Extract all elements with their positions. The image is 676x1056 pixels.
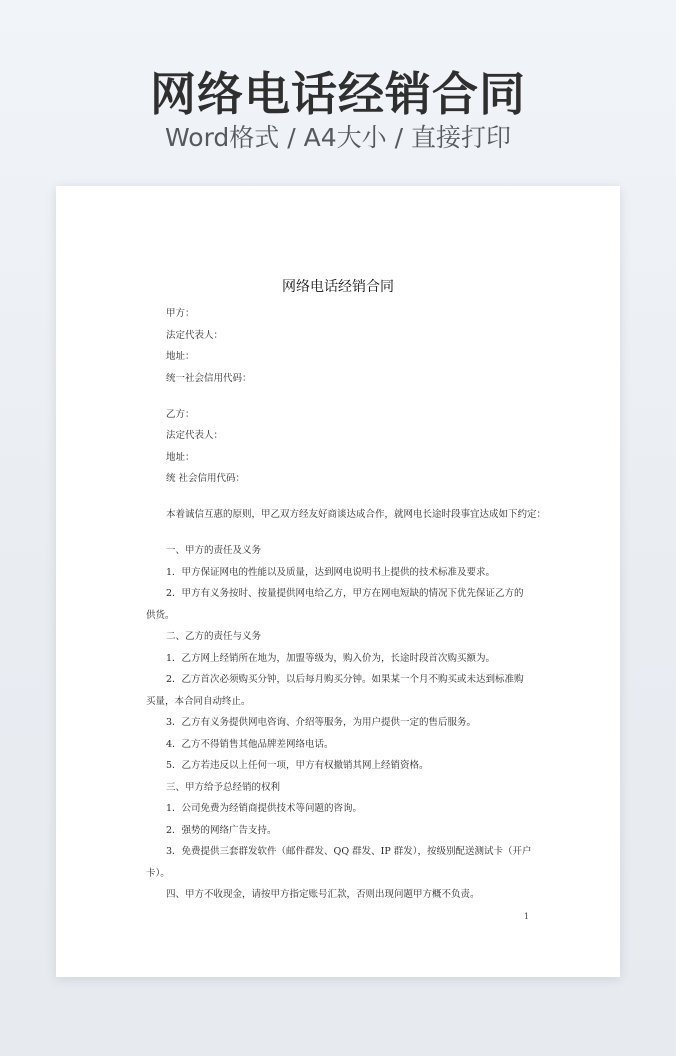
intro-paragraph: 本着诚信互惠的原则，甲乙双方经友好商谈达成合作，就网电长途时段事宜达成如下约定： [166,509,547,520]
section-1-item-2-line-2: 供货。 [146,610,175,621]
section-3-item-1: 1．公司免费为经销商提供技术等问题的咨询。 [166,803,363,814]
document-title: 网络电话经销合同 [282,279,394,295]
section-3-item-3-line-1: 3．免费提供三套群发软件（邮件群发、QQ 群发、IP 群发），按级别配送测试卡（开户 [166,846,532,857]
page-number: 1 [524,912,530,921]
section-3-item-3-line-2: 卡）。 [146,868,170,879]
party-a-label: 甲方： [166,308,195,319]
section-1-item-2-line-1: 2．甲方有义务按时、按量提供网电给乙方，甲方在网电短缺的情况下优先保证乙方的 [166,588,524,599]
section-2-heading: 二、乙方的责任与义务 [166,631,262,642]
party-b-credit-code: 统 社会信用代码： [166,473,246,484]
section-3-heading: 三、甲方给予总经销的权利 [166,782,281,793]
section-2-item-1: 1．乙方网上经销所在地为，加盟等级为，购入价为，长途时段首次购买额为。 [166,653,496,664]
section-1-heading: 一、甲方的责任及义务 [166,545,262,556]
party-b-representative: 法定代表人： [166,430,224,441]
section-2-item-2-line-1: 2．乙方首次必须购买分钟，以后每月购买分钟。如果某一个月不购买或未达到标准购 [166,674,524,685]
document-body [56,186,620,977]
section-4: 四、甲方不收现金，请按甲方指定账号汇款，否则出现问题甲方概不负责。 [166,889,480,900]
section-3-item-2: 2．强势的网络广告支持。 [166,825,277,836]
section-2-item-3: 3．乙方有义务提供网电咨询、介绍等服务，为用户提供一定的售后服务。 [166,717,477,728]
section-2-item-4: 4．乙方不得销售其他品牌差网络电话。 [166,739,334,750]
party-a-address: 地址： [166,351,195,362]
section-1-item-1: 1．甲方保证网电的性能以及质量，达到网电说明书上提供的技术标准及要求。 [166,567,496,578]
document-page [56,186,620,977]
banner-subtitle: Word格式 / A4大小 / 直接打印 [165,123,511,152]
party-b-address: 地址： [166,452,195,463]
party-b-label: 乙方： [166,409,195,420]
party-a-representative: 法定代表人： [166,330,224,341]
section-2-item-2-line-2: 买量，本合同自动终止。 [146,696,251,707]
section-2-item-5: 5．乙方若违反以上任何一项，甲方有权撤销其网上经销资格。 [166,760,429,771]
banner-title: 网络电话经销合同 [150,67,526,121]
party-a-credit-code: 统一社会信用代码： [166,373,252,384]
